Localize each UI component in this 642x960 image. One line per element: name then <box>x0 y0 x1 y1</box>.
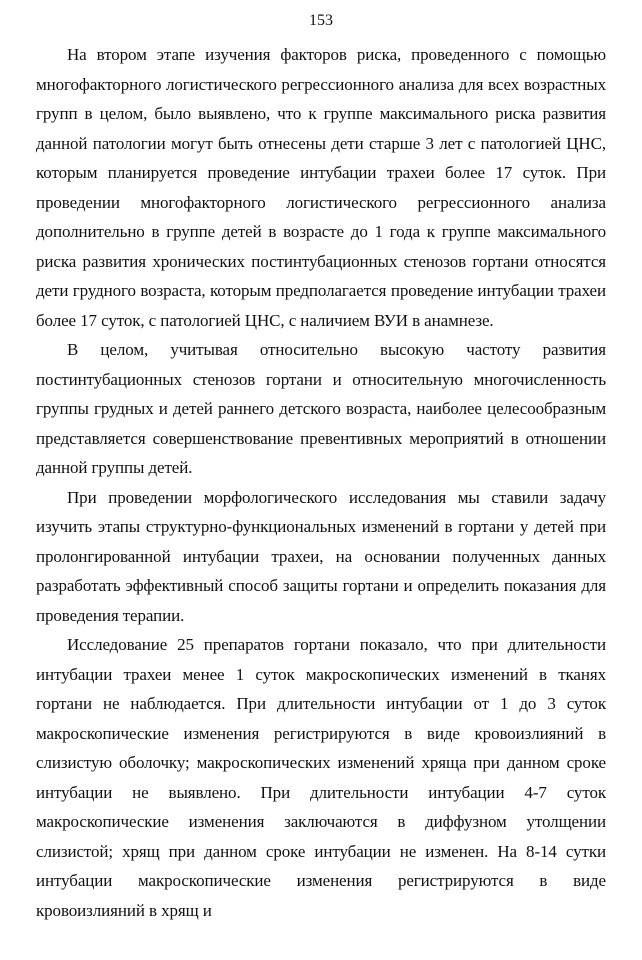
paragraph-prevention: В целом, учитывая относительно высокую частоту развития постинтубационных стенозов гортани и относительную многочисленность группы грудных и детей раннего детского возраста, наиболее целесообразным представляется совершенствование превентивных мероприятий в отношении данной группы детей. <box>36 340 606 477</box>
body-text <box>36 40 606 925</box>
page-number: 153 <box>309 12 333 29</box>
paragraph-risk-factors: На втором этапе изучения факторов риска, проведенного с помощью многофакторного логистического регрессионного анализа для всех возрастных групп в целом, было выявлено, что к группе максимального риска развития данной патологии могут быть отнесены дети старше 3 лет с патологией ЦНС, которым планируется проведение интубации трахеи более 17 суток. При проведении многофакторного логистического регрессионного анализа дополнительно в группе детей в возрасте до 1 года к группе максимального риска развития хронических постинтубационных стенозов гортани относятся дети грудного возраста, которым предполагается проведение интубации трахеи более 17 суток, с патологией ЦНС, с наличием ВУИ в анамнезе. <box>36 45 606 330</box>
paragraph-larynx-study: Исследование 25 препаратов гортани показало, что при длительности интубации трахеи менее 1 суток макроскопических изменений в тканях гортани не наблюдается. При длительности интубации от 1 до 3 суток макроскопические изменения регистрируются в виде кровоизлияний в слизистую оболочку; макроскопических изменений хряща при данном сроке интубации не выявлено. При длительности интубации 4-7 суток макроскопические изменения заключаются в диффузном утолщении слизистой; хрящ при данном сроке интубации не изменен. На 8-14 сутки интубации макроскопические изменения регистрируются в виде кровоизлияний в хрящ и <box>36 635 606 920</box>
paragraph-morphology-task: При проведении морфологического исследования мы ставили задачу изучить этапы структурно-функциональных изменений в гортани у детей при пролонгированной интубации трахеи, на основании полученных данных разработать эффективный способ защиты гортани и определить показания для проведения терапии. <box>36 487 606 625</box>
